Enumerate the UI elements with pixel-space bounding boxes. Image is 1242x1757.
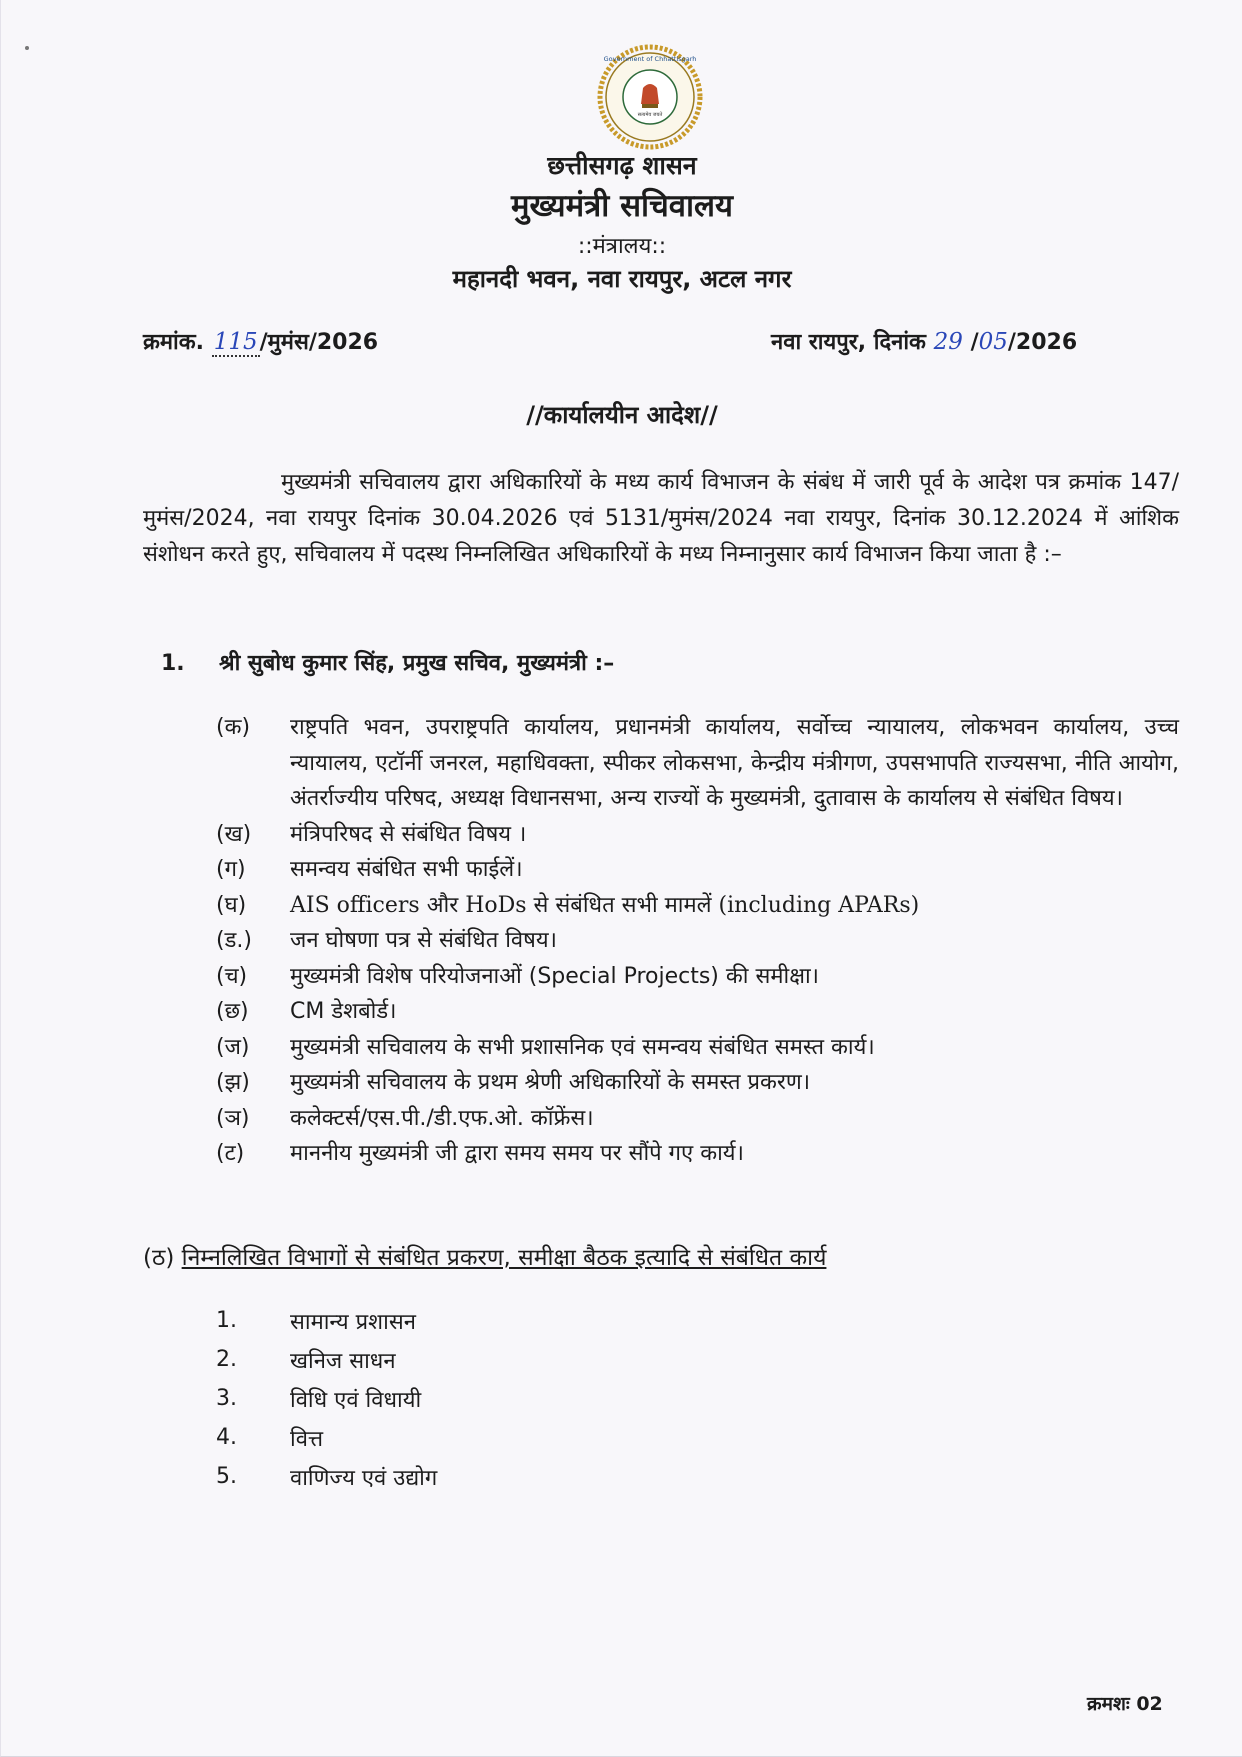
item-text: माननीय मुख्यमंत्री जी द्वारा समय समय पर सौंपे गए कार्य। xyxy=(290,1141,744,1166)
item-marker: (क) xyxy=(216,715,251,740)
date-year: /2026 xyxy=(1007,330,1078,355)
place-date-label: नवा रायपुर, दिनांक xyxy=(771,330,926,355)
item-marker: (ग) xyxy=(216,857,246,882)
item-marker: (छ) xyxy=(216,999,249,1024)
mantralaya-heading: ::मंत्रालय:: xyxy=(577,234,667,259)
department-name: सामान्य प्रशासन xyxy=(290,1309,416,1335)
government-seal-emblem xyxy=(597,44,703,150)
section-2-heading-text: निम्नलिखित विभागों से संबंधित प्रकरण, समीक्षा बैठक इत्यादि से संबंधित कार्य xyxy=(181,1245,827,1271)
item-text: मुख्यमंत्री विशेष परियोजनाओं (Special Projects) की समीक्षा। xyxy=(290,963,820,989)
seal-text: Government of Chhattisgarh xyxy=(603,55,697,63)
department-name: विधि एवं विधायी xyxy=(290,1387,422,1413)
handwritten-date-day: 29 xyxy=(933,329,963,355)
list-item xyxy=(216,888,1179,924)
handwritten-date-month: 05 xyxy=(978,329,1008,355)
office-heading: मुख्यमंत्री सचिवालय xyxy=(510,188,734,224)
list-item xyxy=(216,710,1179,817)
item-marker: (घ) xyxy=(216,892,247,918)
list-item xyxy=(216,959,1179,995)
department-name: वाणिज्य एवं उद्योग xyxy=(290,1465,438,1491)
list-item xyxy=(216,817,1179,853)
item-marker: (च) xyxy=(216,963,248,989)
department-number: 5. xyxy=(216,1464,237,1489)
list-item xyxy=(216,1065,1179,1101)
department-item xyxy=(216,1418,437,1457)
section-1-number: 1. xyxy=(161,651,185,676)
list-item xyxy=(216,1030,1179,1066)
list-item xyxy=(216,1101,1179,1137)
list-item xyxy=(216,923,1179,959)
department-number: 1. xyxy=(216,1308,237,1333)
item-text: AIS officers और HoDs से संबंधित सभी मामलें (including APARs) xyxy=(290,892,920,918)
department-item xyxy=(216,1301,437,1340)
department-item xyxy=(216,1457,437,1496)
department-item xyxy=(216,1340,437,1379)
item-marker: (ज) xyxy=(216,1034,250,1060)
list-item xyxy=(216,1136,1179,1172)
intro-paragraph: मुख्यमंत्री सचिवालय द्वारा अधिकारियों के मध्य कार्य विभाजन के संबंध में जारी पूर्व के आदेश पत्र क्रमांक 147/मुमंस/2024, नवा रायपुर दिनांक 30.04.2026 एवं 5131/मुमंस/2024 नवा रायपुर, दिनांक 30.12.2024 में आंशिक संशोधन करते हुए, सचिवालय में पदस्थ निम्नलिखित अधिकारियों के मध्य निम्नानुसार कार्य विभाजन किया जाता है :– xyxy=(143,470,1179,567)
item-text: समन्वय संबंधित सभी फाईलें। xyxy=(290,857,523,882)
item-marker: (झ) xyxy=(216,1070,250,1095)
section-2-heading xyxy=(143,1240,826,1272)
department-number: 4. xyxy=(216,1425,237,1450)
department-list xyxy=(216,1301,437,1496)
address-line: महानदी भवन, नवा रायपुर, अटल नगर xyxy=(452,265,792,293)
department-number: 3. xyxy=(216,1386,237,1411)
item-text: कलेक्टर्स/एस.पी./डी.एफ.ओ. कॉफ्रेंस। xyxy=(290,1105,594,1131)
department-number: 2. xyxy=(216,1347,237,1372)
section-1-item-list xyxy=(216,710,1179,1172)
department-name: खनिज साधन xyxy=(290,1348,396,1374)
svg-text:सत्यमेव जयते: सत्यमेव जयते xyxy=(637,112,663,118)
list-item xyxy=(216,852,1179,888)
item-marker: (ड.) xyxy=(216,928,252,953)
item-marker: (ञ) xyxy=(216,1105,250,1131)
item-text: मुख्यमंत्री सचिवालय के प्रथम श्रेणी अधिकारियों के समस्त प्रकरण। xyxy=(290,1070,811,1095)
handwritten-order-number: 115 xyxy=(213,329,258,355)
department-item xyxy=(216,1379,437,1418)
list-item xyxy=(216,994,1179,1030)
kramank-label: क्रमांक. xyxy=(143,330,205,355)
kramank-suffix: /मुमंस/2026 xyxy=(259,330,379,355)
order-reference-number xyxy=(143,326,378,356)
state-government-heading: छत्तीसगढ़ शासन xyxy=(547,151,697,180)
department-name: वित्त xyxy=(290,1426,324,1452)
item-text: जन घोषणा पत्र से संबंधित विषय। xyxy=(290,928,557,953)
paper-speck xyxy=(25,46,29,50)
item-text: मुख्यमंत्री सचिवालय के सभी प्रशासनिक एवं समन्वय संबंधित समस्त कार्य। xyxy=(290,1034,875,1060)
item-marker: (ख) xyxy=(216,821,252,847)
item-text: CM डेशबोर्ड। xyxy=(290,999,397,1024)
section-1-heading xyxy=(161,647,614,677)
section-2-marker: (ठ) xyxy=(143,1245,175,1271)
order-place-date: नवा रायपुर, दिनांक 29 /05/2026 xyxy=(771,329,1078,355)
item-text: राष्ट्रपति भवन, उपराष्ट्रपति कार्यालय, प्रधानमंत्री कार्यालय, सर्वोच्च न्यायालय, लोकभवन कार्यालय, उच्च न्यायालय, एटॉर्नी जनरल, महाधिवक्ता, स्पीकर लोकसभा, केन्द्रीय मंत्रीगण, उपसभापति राज्यसभा, नीति आयोग, अंतर्राज्यीय परिषद, अध्यक्ष विधानसभा, अन्य राज्यों के मुख्यमंत्री, दुतावास के कार्यालय से संबंधित विषय। xyxy=(290,715,1179,811)
item-text: मंत्रिपरिषद से संबंधित विषय । xyxy=(290,821,527,847)
continuation-note: क्रमशः 02 xyxy=(1087,1693,1163,1715)
item-marker: (ट) xyxy=(216,1141,245,1166)
section-1-officer: श्री सुबोध कुमार सिंह, प्रमुख सचिव, मुख्यमंत्री :– xyxy=(219,651,615,676)
order-title: //कार्यालयीन आदेश// xyxy=(526,401,718,429)
